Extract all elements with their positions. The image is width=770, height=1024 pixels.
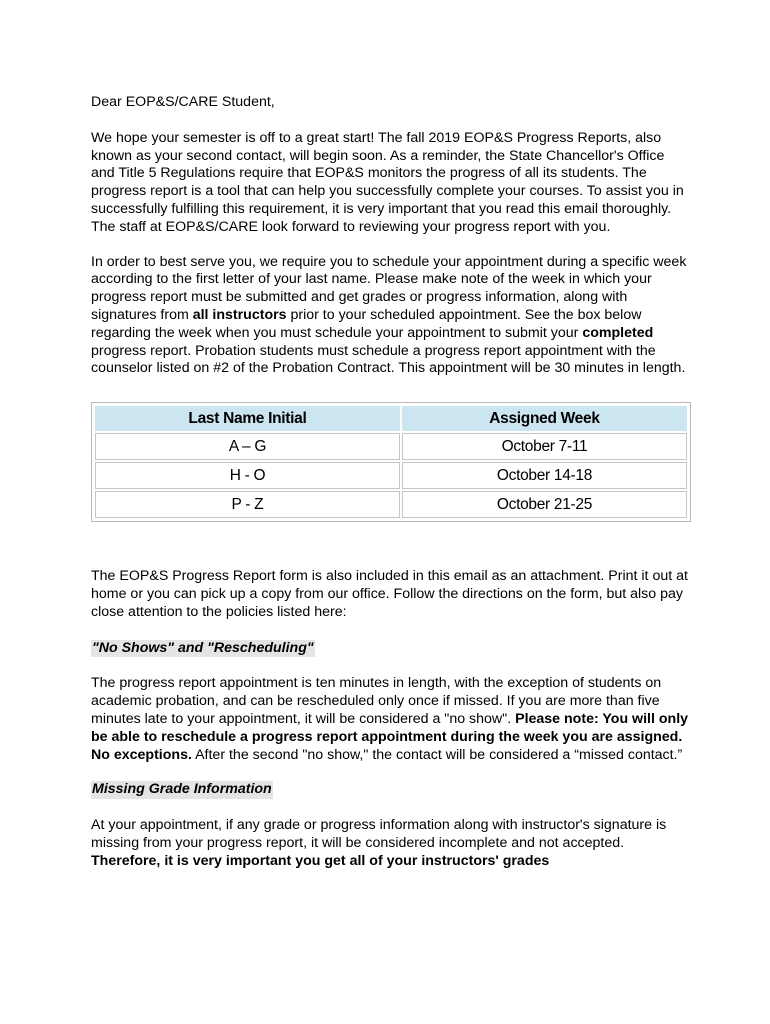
cell-week: October 7-11 xyxy=(402,433,687,460)
no-shows-bold-note: Please note: You will only be able to reschedule a progress report appointment during the week you are assigned. No exceptions. xyxy=(91,710,689,763)
assigned-week-table-frame xyxy=(91,402,691,522)
schedule-text-1: In order to best serve you, we require you to schedule your appointment during a specific week according to the first letter of your last name. Please make note of the week in which your progress report must be submitted and get grades or progress information, along with signatures from xyxy=(91,253,687,323)
schedule-bold-all-instructors: all instructors xyxy=(192,306,287,323)
table-header-row xyxy=(95,406,687,431)
cell-week: October 21-25 xyxy=(402,491,687,518)
header-last-name-initial: Last Name Initial xyxy=(95,406,400,431)
no-shows-paragraph xyxy=(91,675,691,764)
no-shows-text-2: After the second "no show," the contact will be considered a “missed contact.” xyxy=(191,746,683,763)
table-row xyxy=(95,433,687,460)
schedule-bold-completed: completed xyxy=(582,324,654,341)
cell-initial: H - O xyxy=(95,462,400,489)
cell-initial: A – G xyxy=(95,433,400,460)
missing-grade-paragraph xyxy=(91,817,691,870)
schedule-text-2: prior to your scheduled appointment. See the box below regarding the week when you must schedule your appointment to submit your xyxy=(91,306,642,341)
missing-grade-text-1: At your appointment, if any grade or progress information along with instructor's signature is missing from your progress report, it will be considered incomplete and not accepted. xyxy=(91,817,667,851)
letter-body xyxy=(91,94,691,871)
header-assigned-week: Assigned Week xyxy=(402,406,687,431)
intro-paragraph: We hope your semester is off to a great start! The fall 2019 EOP&S Progress Reports, also known as your second contact, will begin soon. As a reminder, the State Chancellor's Office and Title 5 Regulations require that EOP&S monitors the progress of all its students. The progress report is a tool that can help you successfully complete your courses. To assist you in successfully fulfilling this requirement, it is very important that you read this email thoroughly. The staff at EOP&S/CARE look forward to reviewing your progress report with you. xyxy=(91,129,684,235)
missing-grade-heading: Missing Grade Information xyxy=(92,781,272,798)
schedule-paragraph xyxy=(91,254,691,379)
no-shows-text-1: The progress report appointment is ten minutes in length, with the exception of students on academic probation, and can be rescheduled only once if missed. If you are more than five minutes late to your appointment, it will be considered a "no show". xyxy=(91,675,662,727)
cell-initial: P - Z xyxy=(95,491,400,518)
schedule-text-3: progress report. Probation students must schedule a progress report appointment with the counselor listed on #2 of the Probation Contract. This appointment will be 30 minutes in length. xyxy=(91,342,686,377)
no-shows-heading: "No Shows" and "Rescheduling" xyxy=(92,639,314,656)
table-row xyxy=(95,491,687,518)
assigned-week-table xyxy=(93,404,689,520)
attachment-paragraph: The EOP&S Progress Report form is also included in this email as an attachment. Print it out at home or you can pick up a copy from our office. Follow the directions on the form, but also pay close attention to the policies listed here: xyxy=(91,568,688,620)
table-row xyxy=(95,462,687,489)
cell-week: October 14-18 xyxy=(402,462,687,489)
missing-grade-bold: Therefore, it is very important you get all of your instructors' grades xyxy=(91,852,550,869)
greeting: Dear EOP&S/CARE Student, xyxy=(91,94,275,110)
